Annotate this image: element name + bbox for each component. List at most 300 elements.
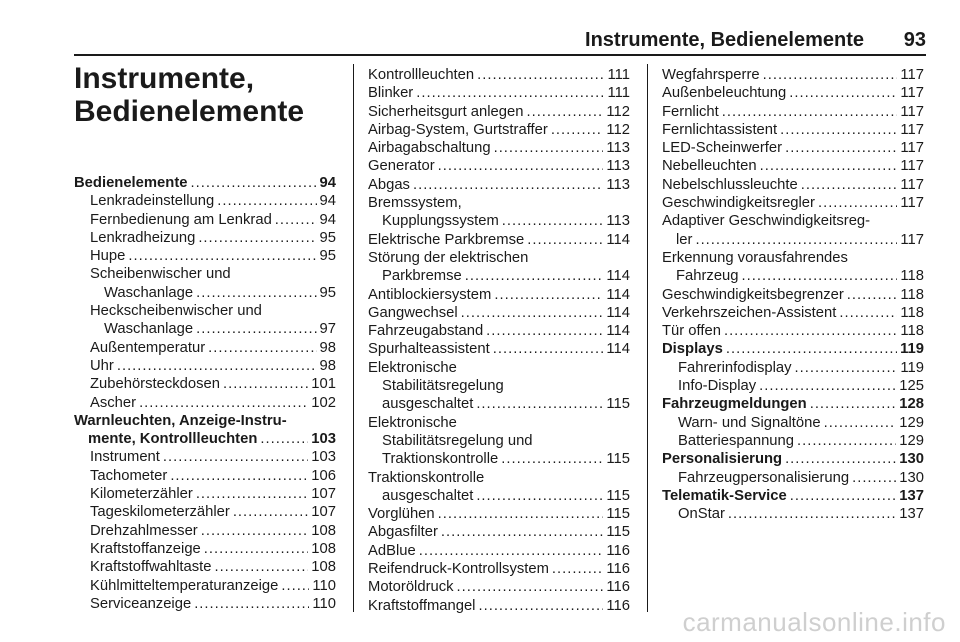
toc-dot-leader: [281, 577, 309, 595]
toc-dot-leader: [526, 103, 603, 121]
toc-dot-leader: [695, 231, 897, 249]
toc-entry[interactable]: [368, 84, 630, 102]
toc-dot-leader: [724, 322, 897, 340]
toc-entry-text: Fahrzeug: [676, 268, 739, 285]
toc-entry[interactable]: [74, 522, 336, 540]
toc-dot-leader: [476, 487, 603, 505]
toc-dot-leader: [502, 212, 604, 230]
toc-entry[interactable]: [368, 597, 630, 615]
running-header-title: Instrumente, Bedienelemente: [585, 29, 864, 51]
toc-page-number: 114: [606, 323, 630, 340]
toc-section-entry[interactable]: [662, 340, 924, 358]
toc-section-entry[interactable]: [74, 412, 336, 449]
toc-dot-leader: [190, 174, 316, 192]
toc-entry-text: Serviceanzeige: [90, 595, 192, 612]
toc-entry[interactable]: [368, 286, 630, 304]
toc-entry-line: [368, 340, 630, 358]
toc-page-number: 103: [311, 431, 336, 448]
toc-entry-text: Tachometer: [90, 467, 168, 484]
toc-entry[interactable]: [368, 157, 630, 175]
toc-entry-text: Displays: [662, 341, 723, 358]
toc-dot-leader: [839, 304, 897, 322]
toc-dot-leader: [128, 247, 316, 265]
toc-dot-leader: [551, 121, 604, 139]
toc-dot-leader: [501, 450, 603, 468]
toc-entry-text: ausgeschaltet: [382, 396, 474, 413]
toc-page-number: 117: [900, 140, 924, 157]
toc-entry-line: [678, 432, 924, 450]
toc-page-number: 113: [606, 158, 630, 175]
toc-entry-text: Elektrische Parkbremse: [368, 231, 525, 248]
toc-page-number: 94: [319, 193, 336, 210]
toc-entry[interactable]: [368, 322, 630, 340]
toc-entry[interactable]: [662, 66, 924, 84]
toc-entry-line: [662, 487, 924, 505]
toc-section-entry[interactable]: [74, 174, 336, 192]
toc-entry-line: [90, 211, 336, 229]
toc-entry-line: [662, 103, 924, 121]
toc-entry-line: [90, 339, 336, 357]
toc-entry-line: [90, 247, 336, 265]
toc-entry-text: LED-Scheinwerfer: [662, 140, 783, 157]
toc-entry-line: [368, 359, 630, 377]
toc-page-number: 137: [899, 487, 924, 504]
toc-entry-line: [662, 139, 924, 157]
toc-page-number: 119: [900, 341, 924, 358]
toc-entry-text: Fernlicht: [662, 103, 719, 120]
toc-dot-leader: [461, 304, 604, 322]
toc-entry[interactable]: [74, 467, 336, 485]
toc-dot-leader: [797, 432, 896, 450]
toc-entry-line: [90, 284, 336, 302]
toc-entry-text: Ascher: [90, 394, 137, 411]
toc-entry-line: [90, 595, 336, 613]
toc-page-number: 111: [607, 85, 630, 102]
toc-entry-text: Sicherheitsgurt anlegen: [368, 103, 524, 120]
toc-entry-line: [368, 249, 630, 267]
toc-entry-text: Tageskilometerzähler: [90, 504, 230, 521]
toc-entry-line: [662, 121, 924, 139]
toc-entry[interactable]: [368, 176, 630, 194]
toc-entry[interactable]: [662, 249, 924, 286]
toc-dot-leader: [801, 176, 898, 194]
toc-entry[interactable]: [368, 103, 630, 121]
toc-entry-line: [90, 394, 336, 412]
toc-dot-leader: [416, 84, 604, 102]
toc-page-number: 115: [606, 396, 630, 413]
toc-entry-text: Spurhalteassistent: [368, 341, 490, 358]
toc-entry-line: [662, 212, 924, 230]
toc-entry[interactable]: [368, 66, 630, 84]
toc-page-number: 106: [311, 467, 336, 484]
toc-entry-text: Abgasfilter: [368, 524, 438, 541]
toc-entry[interactable]: [662, 469, 924, 487]
toc-page-number: 117: [900, 85, 924, 102]
toc-entry-text: Erkennung vorausfahrendes: [662, 249, 848, 266]
toc-page-number: 117: [900, 195, 924, 212]
toc-page-number: 129: [899, 414, 924, 431]
toc-page-number: 117: [900, 103, 924, 120]
toc-entry-text: Heckscheibenwischer und: [90, 303, 262, 320]
toc-page-number: 107: [311, 504, 336, 521]
toc-entry[interactable]: [662, 304, 924, 322]
toc-entry[interactable]: [74, 485, 336, 503]
toc-entry-line: [368, 286, 630, 304]
toc-entry-text: mente, Kontrollleuchten: [88, 431, 258, 448]
toc-page-number: 116: [606, 561, 630, 578]
toc-dot-leader: [198, 229, 316, 247]
toc-entry-line: [90, 320, 336, 338]
toc-entry-line: [90, 503, 336, 521]
toc-dot-leader: [852, 469, 896, 487]
toc-entry-text: Drehzahlmesser: [90, 522, 198, 539]
toc-entry[interactable]: [74, 357, 336, 375]
toc-entry-text: Motoröldruck: [368, 579, 454, 596]
toc-section-entry[interactable]: [662, 395, 924, 413]
toc-entry-line: [90, 229, 336, 247]
toc-entry[interactable]: [368, 542, 630, 560]
toc-page-number: 125: [899, 378, 924, 395]
toc-entry-text: Instrument: [90, 449, 160, 466]
toc-page-number: 117: [900, 231, 924, 248]
toc-entry-text: Fahrzeugabstand: [368, 323, 484, 340]
toc-entry[interactable]: [74, 394, 336, 412]
toc-page-number: 128: [899, 396, 924, 413]
toc-entry-line: [662, 322, 924, 340]
toc-entry-text: Generator: [368, 158, 435, 175]
toc-entry-text: Geschwindigkeitsbegrenzer: [662, 286, 844, 303]
toc-page-number: 116: [606, 579, 630, 596]
toc-dot-leader: [478, 597, 603, 615]
toc-column-1: [74, 174, 336, 613]
toc-entry-line: [74, 430, 336, 448]
toc-entry-line: [368, 505, 630, 523]
toc-dot-leader: [217, 192, 316, 210]
toc-page-number: 101: [311, 376, 336, 393]
toc-entry-text: Außenbeleuchtung: [662, 85, 787, 102]
toc-entry-line: [368, 139, 630, 157]
toc-dot-leader: [438, 505, 604, 523]
toc-entry-line: [368, 304, 630, 322]
toc-entry-text: Kühlmitteltemperaturanzeige: [90, 577, 279, 594]
toc-entry-line: [662, 194, 924, 212]
toc-page-number: 113: [606, 213, 630, 230]
toc-entry-text: Außentemperatur: [90, 339, 206, 356]
toc-dot-leader: [413, 176, 603, 194]
toc-dot-leader: [117, 357, 317, 375]
toc-entry-line: [368, 194, 630, 212]
toc-entry-text: Parkbremse: [382, 268, 462, 285]
toc-entry[interactable]: [74, 558, 336, 576]
toc-dot-leader: [477, 66, 604, 84]
toc-dot-leader: [163, 448, 308, 466]
toc-entry[interactable]: [662, 194, 924, 212]
toc-entry-line: [368, 597, 630, 615]
toc-entry[interactable]: [662, 157, 924, 175]
toc-entry-line: [368, 578, 630, 596]
toc-page-number: 117: [900, 176, 924, 193]
toc-entry-line: [90, 577, 336, 595]
toc-dot-leader: [465, 267, 604, 285]
toc-entry[interactable]: [368, 560, 630, 578]
toc-entry[interactable]: [368, 578, 630, 596]
toc-entry-text: Kraftstoffmangel: [368, 597, 476, 614]
toc-entry[interactable]: [662, 505, 924, 523]
toc-entry-line: [662, 450, 924, 468]
toc-entry-line: [368, 450, 630, 468]
toc-dot-leader: [785, 450, 896, 468]
toc-entry-text: Fernlichtassistent: [662, 121, 778, 138]
toc-entry[interactable]: [74, 302, 336, 339]
toc-entry-line: [368, 176, 630, 194]
toc-entry-line: [662, 267, 924, 285]
toc-entry-text: Kontrollleuchten: [368, 67, 475, 83]
toc-dot-leader: [457, 578, 604, 596]
toc-dot-leader: [847, 286, 898, 304]
toc-column-3: [662, 66, 924, 523]
toc-entry[interactable]: [368, 231, 630, 249]
toc-entry[interactable]: [74, 211, 336, 229]
toc-entry-text: AdBlue: [368, 542, 416, 559]
toc-entry-line: [90, 522, 336, 540]
toc-dot-leader: [194, 595, 309, 613]
toc-entry[interactable]: [662, 84, 924, 102]
toc-page-number: 108: [311, 559, 336, 576]
toc-entry[interactable]: [74, 265, 336, 302]
toc-dot-leader: [196, 284, 316, 302]
toc-entry[interactable]: [662, 377, 924, 395]
toc-page-number: 110: [312, 577, 336, 594]
toc-entry-text: Gangwechsel: [368, 304, 458, 321]
toc-dot-leader: [223, 375, 308, 393]
toc-entry[interactable]: [662, 322, 924, 340]
toc-page-number: 114: [606, 304, 630, 321]
toc-entry-text: Fahrzeugpersonalisierung: [678, 469, 850, 486]
toc-entry[interactable]: [368, 340, 630, 358]
toc-dot-leader: [527, 231, 603, 249]
toc-page-number: 114: [606, 268, 630, 285]
toc-page-number: 113: [606, 140, 630, 157]
toc-entry[interactable]: [74, 375, 336, 393]
toc-page-number: 114: [606, 231, 630, 248]
toc-entry-line: [368, 414, 630, 432]
toc-entry-text: Stabilitätsregelung und: [382, 432, 533, 449]
toc-dot-leader: [208, 339, 316, 357]
toc-dot-leader: [201, 522, 309, 540]
toc-entry-text: Info-Display: [678, 378, 757, 395]
toc-page-number: 112: [606, 103, 630, 120]
toc-entry-text: Reifendruck-Kontrollsystem: [368, 561, 549, 578]
toc-dot-leader: [486, 322, 603, 340]
toc-entry-text: Tür offen: [662, 323, 721, 340]
toc-page-number: 108: [311, 522, 336, 539]
toc-entry[interactable]: [368, 304, 630, 322]
toc-entry-line: [368, 377, 630, 395]
toc-entry-line: [678, 469, 924, 487]
toc-entry-text: Abgas: [368, 176, 410, 193]
toc-entry[interactable]: [368, 523, 630, 541]
toc-page-number: 116: [606, 542, 630, 559]
toc-entry-text: Störung der elektrischen: [368, 249, 529, 266]
toc-entry-line: [368, 469, 630, 487]
toc-entry-line: [368, 121, 630, 139]
toc-entry[interactable]: [662, 176, 924, 194]
toc-dot-leader: [552, 560, 603, 578]
toc-entry-line: [368, 66, 630, 84]
toc-entry-line: [662, 340, 924, 358]
toc-entry[interactable]: [74, 448, 336, 466]
toc-entry-line: [368, 157, 630, 175]
toc-entry-text: Vorglühen: [368, 506, 435, 523]
toc-entry[interactable]: [662, 286, 924, 304]
toc-entry[interactable]: [74, 577, 336, 595]
toc-page-number: 117: [900, 67, 924, 83]
toc-entry-line: [678, 377, 924, 395]
toc-entry-text: Batteriespannung: [678, 432, 794, 449]
toc-entry-text: Warn- und Signaltöne: [678, 414, 821, 431]
toc-entry-line: [368, 542, 630, 560]
toc-page-number: 114: [606, 341, 630, 358]
toc-page-number: 119: [900, 359, 924, 376]
toc-dot-leader: [204, 540, 309, 558]
toc-entry[interactable]: [74, 540, 336, 558]
toc-entry-text: Fahrerinfodisplay: [678, 359, 792, 376]
toc-entry-text: Blinker: [368, 85, 414, 102]
toc-entry-text: Nebelschlussleuchte: [662, 176, 798, 193]
toc-entry[interactable]: [74, 229, 336, 247]
toc-entry-text: Waschanlage: [104, 321, 194, 338]
toc-dot-leader: [824, 414, 897, 432]
toc-dot-leader: [785, 139, 897, 157]
toc-entry-line: [662, 84, 924, 102]
toc-section-entry[interactable]: [662, 487, 924, 505]
toc-entry-line: [90, 540, 336, 558]
toc-entry-text: Scheibenwischer und: [90, 266, 231, 283]
toc-entry[interactable]: [662, 414, 924, 432]
toc-entry-line: [368, 267, 630, 285]
toc-entry[interactable]: [368, 505, 630, 523]
toc-page-number: 118: [900, 304, 924, 321]
toc-entry[interactable]: [368, 249, 630, 286]
toc-page-number: 111: [607, 67, 630, 83]
toc-dot-leader: [494, 286, 603, 304]
toc-page-number: 115: [606, 451, 630, 468]
toc-page-number: 115: [606, 506, 630, 523]
toc-dot-leader: [810, 395, 897, 413]
toc-entry-line: [90, 448, 336, 466]
toc-dot-leader: [795, 359, 898, 377]
toc-entry[interactable]: [662, 139, 924, 157]
toc-entry-line: [90, 357, 336, 375]
toc-entry[interactable]: [74, 595, 336, 613]
toc-entry[interactable]: [368, 469, 630, 506]
chapter-title-line-2: Bedienelemente: [74, 95, 305, 128]
toc-entry[interactable]: [368, 121, 630, 139]
toc-section-entry[interactable]: [662, 450, 924, 468]
toc-entry-text: Traktionskontrolle: [382, 451, 499, 468]
toc-entry-text: Bremssystem,: [368, 195, 462, 212]
toc-entry-text: Bedienelemente: [74, 175, 188, 191]
toc-page-number: 110: [312, 595, 336, 612]
toc-entry[interactable]: [368, 139, 630, 157]
page-header: [74, 20, 926, 56]
toc-entry[interactable]: [662, 121, 924, 139]
toc-entry-line: [662, 304, 924, 322]
toc-entry-line: [662, 395, 924, 413]
toc-entry-line: [368, 84, 630, 102]
toc-dot-leader: [260, 430, 308, 448]
toc-entry-text: Uhr: [90, 357, 114, 374]
toc-entry-text: Telematik-Service: [662, 487, 787, 504]
toc-page-number: 102: [311, 394, 336, 411]
toc-entry-text: ausgeschaltet: [382, 487, 474, 504]
toc-dot-leader: [493, 340, 604, 358]
toc-entry-text: Wegfahrsperre: [662, 67, 760, 83]
toc-entry[interactable]: [662, 212, 924, 249]
toc-entry-text: Verkehrszeichen-Assistent: [662, 304, 837, 321]
toc-dot-leader: [139, 394, 308, 412]
toc-entry-text: Warnleuchten, Anzeige-Instru-: [74, 412, 287, 429]
toc-entry-text: Kilometerzähler: [90, 486, 193, 503]
toc-entry[interactable]: [74, 192, 336, 210]
toc-entry[interactable]: [368, 194, 630, 231]
toc-entry[interactable]: [74, 503, 336, 521]
toc-entry[interactable]: [74, 339, 336, 357]
toc-dot-leader: [438, 157, 604, 175]
toc-entry-line: [368, 212, 630, 230]
toc-dot-leader: [790, 487, 897, 505]
toc-entry-text: Waschanlage: [104, 284, 194, 301]
toc-dot-leader: [760, 157, 898, 175]
toc-entry-text: Kupplungssystem: [382, 213, 499, 230]
toc-entry[interactable]: [662, 432, 924, 450]
toc-dot-leader: [441, 523, 603, 541]
toc-dot-leader: [170, 467, 308, 485]
toc-entry-text: Kraftstoffwahltaste: [90, 559, 212, 576]
toc-page-number: 114: [606, 286, 630, 303]
toc-entry[interactable]: [368, 359, 630, 414]
toc-page-number: 118: [900, 268, 924, 285]
toc-entry-text: ler: [676, 231, 693, 248]
toc-entry-text: Nebelleuchten: [662, 158, 757, 175]
toc-entry-text: Airbag-System, Gurtstraffer: [368, 121, 548, 138]
toc-entry[interactable]: [74, 247, 336, 265]
toc-dot-leader: [196, 485, 308, 503]
toc-entry-line: [662, 66, 924, 84]
toc-entry[interactable]: [662, 103, 924, 121]
column-divider: [647, 64, 648, 612]
toc-entry-line: [368, 103, 630, 121]
toc-entry[interactable]: [662, 359, 924, 377]
page-number: 93: [903, 29, 926, 51]
toc-entry-line: [368, 560, 630, 578]
toc-dot-leader: [275, 211, 317, 229]
toc-entry-line: [90, 558, 336, 576]
toc-page-number: 97: [319, 321, 336, 338]
toc-entry-line: [90, 302, 336, 320]
toc-entry-line: [662, 249, 924, 267]
toc-entry-text: Airbagabschaltung: [368, 140, 491, 157]
toc-entry-text: Adaptiver Geschwindigkeitsreg-: [662, 213, 871, 230]
toc-page-number: 103: [311, 449, 336, 466]
toc-entry-line: [368, 322, 630, 340]
toc-entry-line: [368, 523, 630, 541]
toc-entry-text: Stabilitätsregelung: [382, 378, 504, 395]
toc-entry-text: Elektronische: [368, 414, 457, 431]
toc-page-number: 118: [900, 323, 924, 340]
toc-entry[interactable]: [368, 414, 630, 469]
toc-page-number: 107: [311, 486, 336, 503]
